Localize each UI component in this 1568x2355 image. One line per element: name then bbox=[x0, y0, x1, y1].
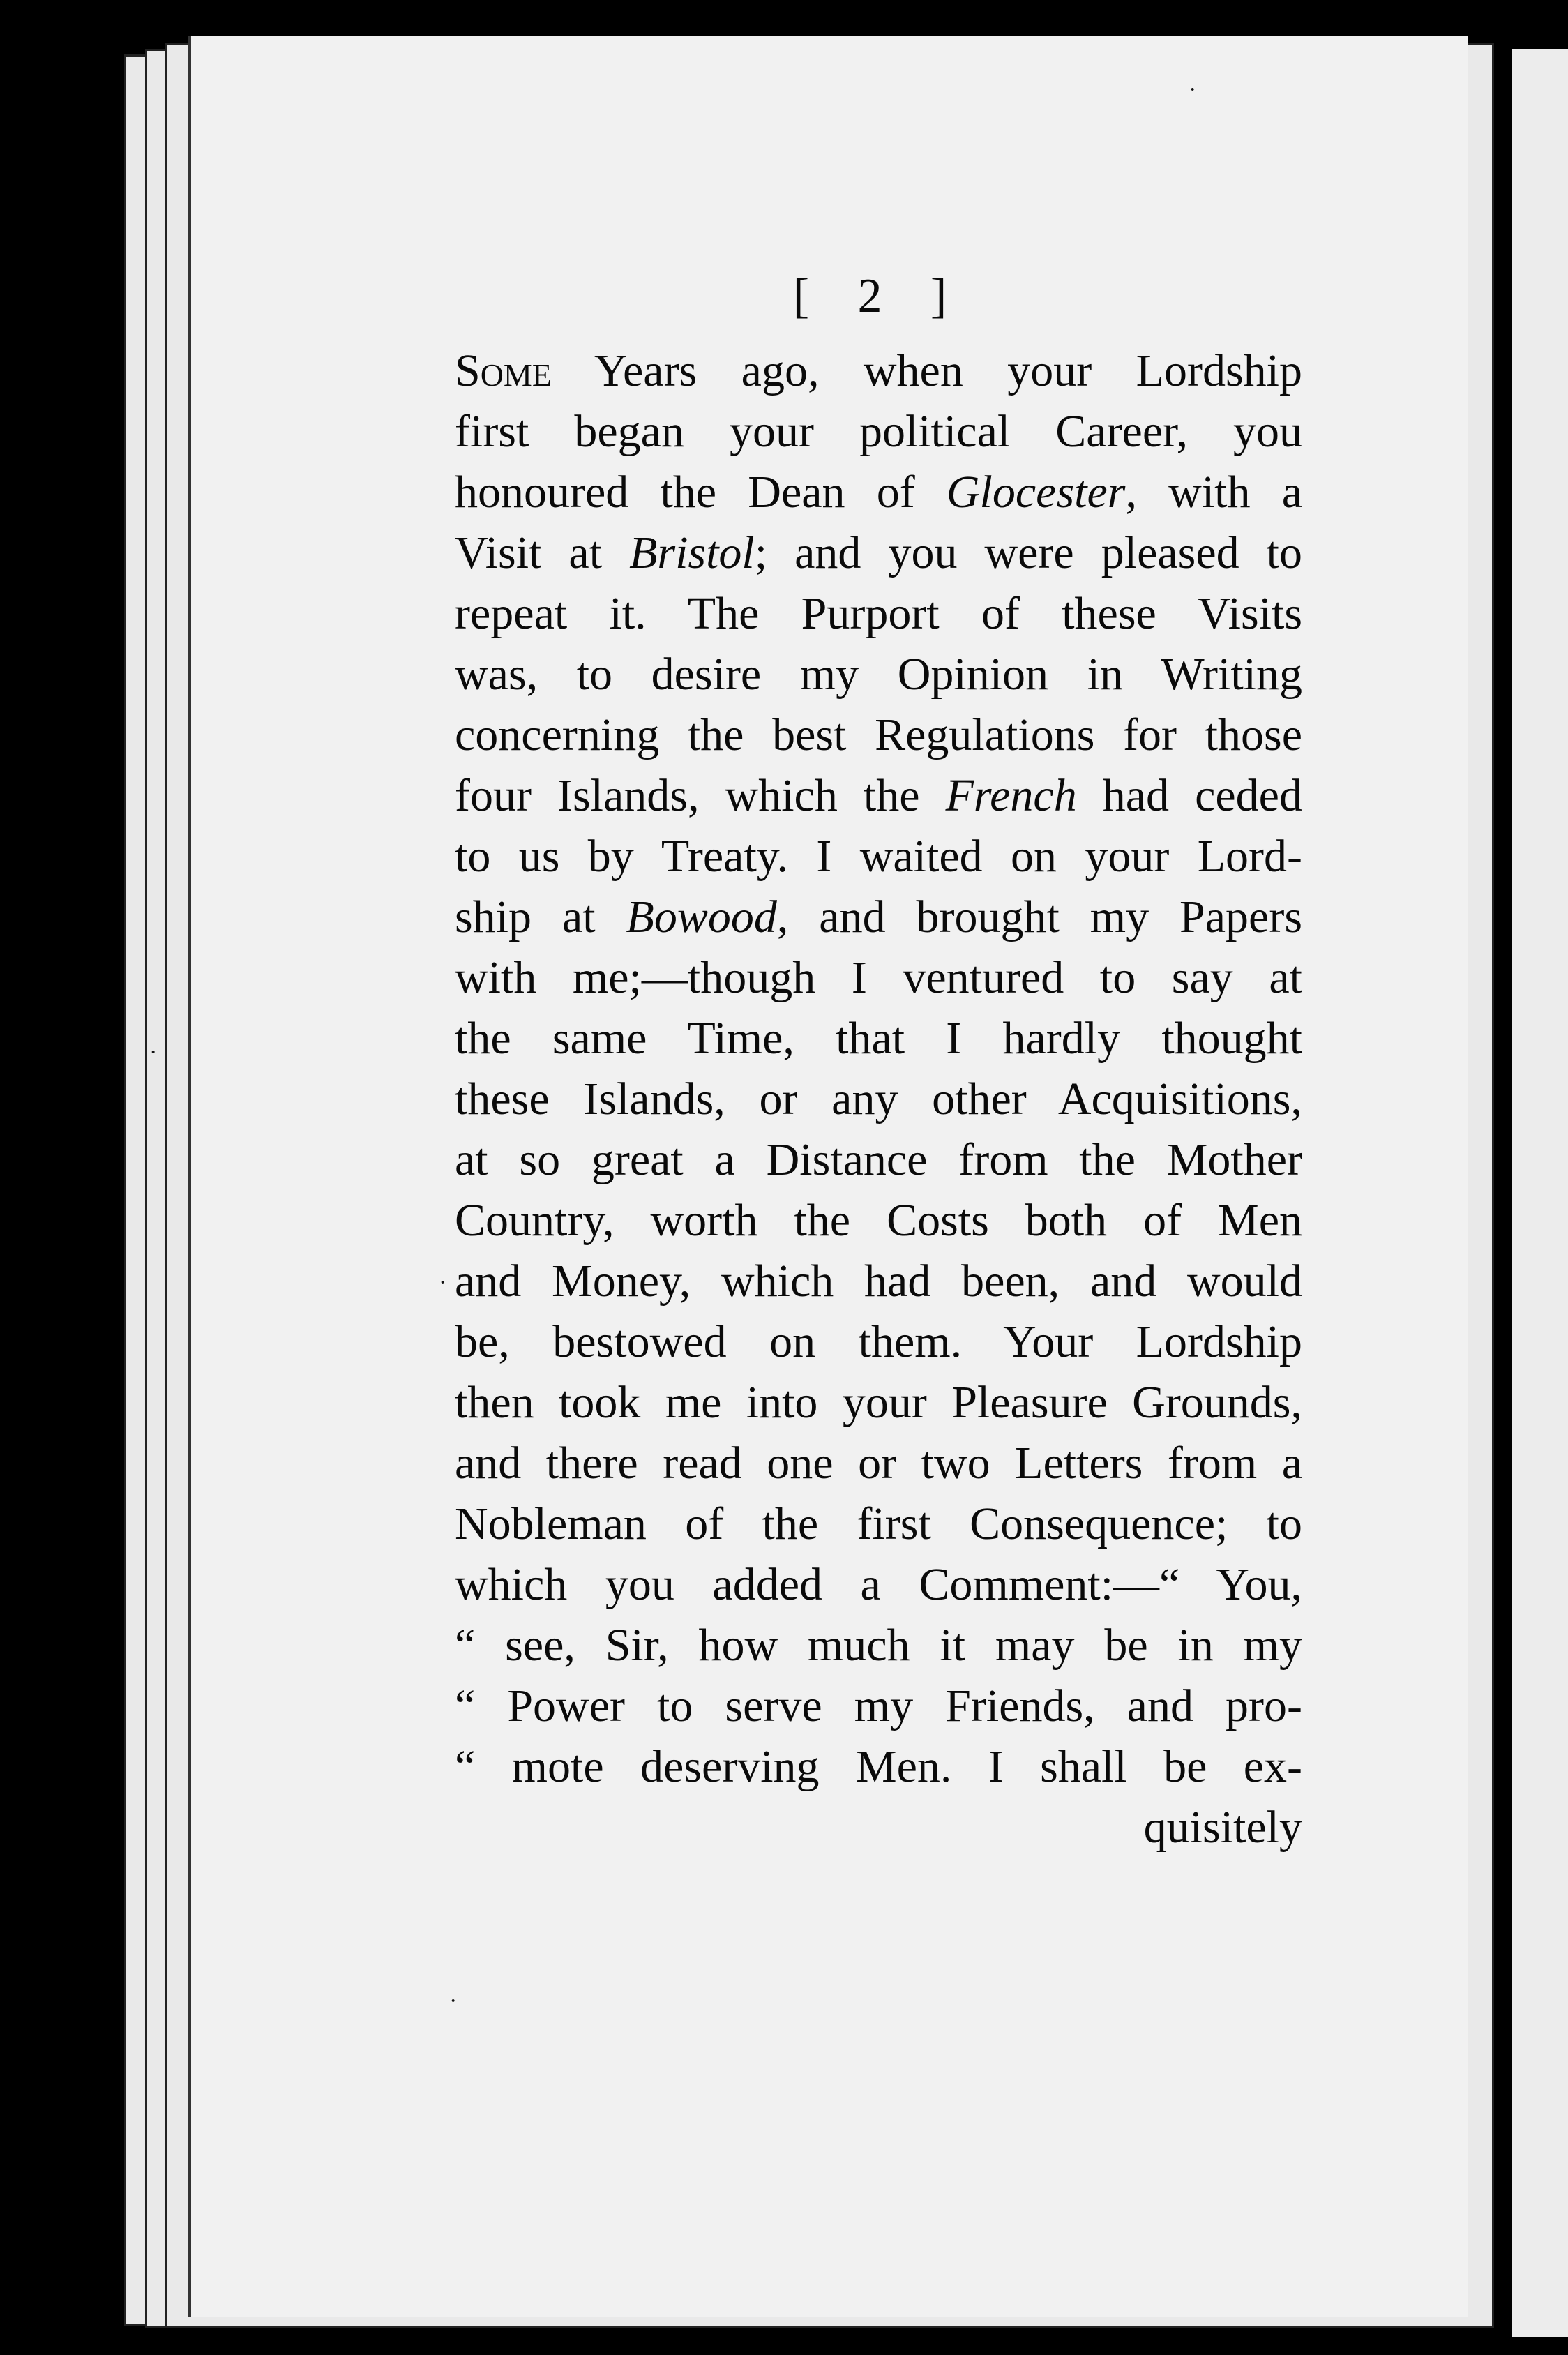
text-line bbox=[455, 1251, 1302, 1311]
text-segment: , with a bbox=[1125, 467, 1302, 518]
text-line bbox=[455, 1493, 1302, 1554]
text-segment: was, to desire my Opinion in Writing bbox=[455, 649, 1302, 700]
text-line bbox=[455, 1736, 1302, 1797]
text-segment: “ see, Sir, how much it may be in my bbox=[455, 1620, 1302, 1671]
text-segment: which you added a Comment:—“ You, bbox=[455, 1559, 1302, 1610]
text-line bbox=[455, 522, 1302, 583]
italic-word: French bbox=[945, 770, 1077, 821]
ink-speck: · bbox=[449, 1988, 458, 2014]
italic-word: Glocester bbox=[946, 467, 1126, 518]
text-line bbox=[455, 1372, 1302, 1433]
catchword: quisitely bbox=[1143, 1802, 1302, 1853]
text-segment: honoured the Dean of bbox=[455, 467, 947, 518]
text-line bbox=[455, 1676, 1302, 1736]
text-line bbox=[455, 1008, 1302, 1069]
text-line bbox=[455, 765, 1302, 826]
page-number: [ 2 ] bbox=[792, 269, 965, 323]
facing-page-edge bbox=[1496, 49, 1568, 2337]
text-line bbox=[455, 401, 1302, 462]
italic-word: Bristol bbox=[629, 527, 755, 578]
text-segment: these Islands, or any other Acquisitions, bbox=[455, 1074, 1302, 1124]
small-caps-word: Some bbox=[455, 345, 552, 396]
ink-speck: · bbox=[1189, 77, 1197, 103]
text-segment: concerning the best Regulations for those bbox=[455, 709, 1302, 760]
text-line bbox=[455, 644, 1302, 705]
text-line bbox=[455, 1069, 1302, 1129]
text-segment: at so great a Distance from the Mother bbox=[455, 1134, 1302, 1185]
text-segment: Country, worth the Costs both of Men bbox=[455, 1195, 1302, 1246]
ink-speck: · bbox=[149, 1039, 158, 1065]
text-segment: , and brought my Papers bbox=[776, 891, 1303, 942]
text-segment: and there read one or two Letters from a bbox=[455, 1438, 1302, 1489]
text-segment: first began your political Career, you bbox=[455, 406, 1302, 457]
text-segment: had ceded bbox=[1076, 770, 1302, 821]
text-segment: with me;—though I ventured to say at bbox=[455, 952, 1302, 1003]
text-line bbox=[455, 947, 1302, 1008]
text-line bbox=[455, 340, 1302, 401]
text-segment: Nobleman of the first Consequence; to bbox=[455, 1498, 1302, 1549]
text-segment: and Money, which had been, and would bbox=[455, 1256, 1302, 1307]
text-line bbox=[455, 1433, 1302, 1493]
text-segment: “ Power to serve my Friends, and pro- bbox=[455, 1680, 1302, 1731]
text-segment: to us by Treaty. I waited on your Lord- bbox=[455, 831, 1302, 882]
text-segment: four Islands, which the bbox=[455, 770, 946, 821]
text-line bbox=[455, 1311, 1302, 1372]
text-segment: repeat it. The Purport of these Visits bbox=[455, 588, 1302, 639]
text-line bbox=[455, 887, 1302, 947]
text-segment: ; and you were pleased to bbox=[754, 527, 1302, 578]
body-text bbox=[455, 340, 1302, 1858]
text-segment: ship at bbox=[455, 891, 626, 942]
text-line bbox=[455, 826, 1302, 887]
text-line bbox=[455, 1615, 1302, 1676]
text-line bbox=[455, 705, 1302, 765]
italic-word: Bowood bbox=[626, 891, 777, 942]
text-line bbox=[455, 1554, 1302, 1615]
text-segment: the same Time, that I hardly thought bbox=[455, 1013, 1302, 1064]
text-segment: then took me into your Pleasure Grounds, bbox=[455, 1377, 1302, 1428]
text-segment: Visit at bbox=[455, 527, 630, 578]
text-line bbox=[455, 1190, 1302, 1251]
text-segment: “ mote deserving Men. I shall be ex- bbox=[455, 1741, 1302, 1792]
text-line bbox=[455, 583, 1302, 644]
ink-speck: · bbox=[439, 1270, 447, 1295]
text-segment: be, bestowed on them. Your Lordship bbox=[455, 1316, 1302, 1367]
text-segment: Years ago, when your Lordship bbox=[551, 345, 1302, 396]
text-line bbox=[455, 1129, 1302, 1190]
text-line bbox=[455, 462, 1302, 522]
